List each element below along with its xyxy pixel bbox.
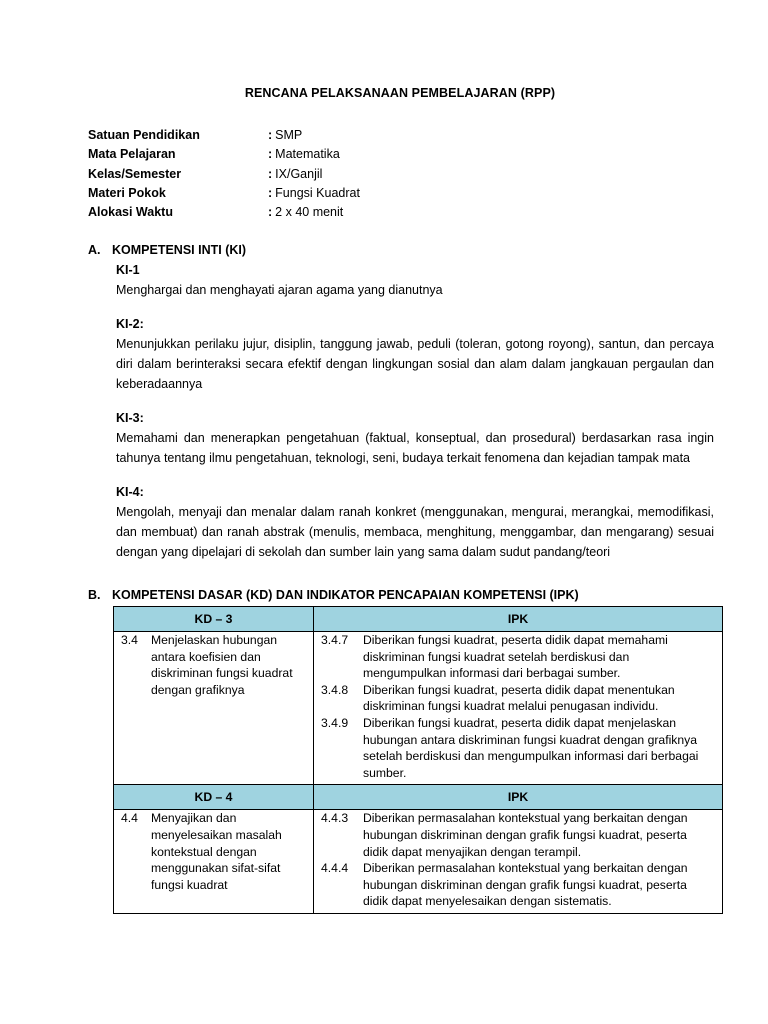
section-heading bbox=[88, 585, 728, 605]
section-letter: B. bbox=[88, 588, 101, 602]
info-separator: : bbox=[268, 205, 273, 220]
kd-item bbox=[115, 632, 312, 698]
info-value: Matematika bbox=[275, 147, 340, 162]
kd-item bbox=[115, 810, 312, 893]
kd4-header: KD – 4 bbox=[114, 785, 314, 810]
info-value: SMP bbox=[275, 128, 303, 142]
info-label: Materi Pokok bbox=[88, 185, 166, 200]
info-row bbox=[88, 184, 708, 203]
ki-heading: KI-1 bbox=[116, 263, 140, 277]
info-row bbox=[88, 126, 708, 145]
kd3-header: KD – 3 bbox=[114, 607, 314, 632]
info-label: Mata Pelajaran bbox=[88, 147, 176, 162]
section-letter: A. bbox=[88, 243, 101, 257]
kd4-cell bbox=[114, 810, 314, 914]
info-row bbox=[88, 145, 708, 164]
ipk-number: 4.4.3 bbox=[321, 811, 349, 826]
kd-text: Menyajikan dan menyelesaikan masalah kontekstual dengan menggunakan sifat-sifat fungsi kuadrat bbox=[151, 811, 282, 892]
info-separator: : bbox=[268, 128, 273, 142]
info-label: Kelas/Semester bbox=[88, 166, 182, 181]
ki-heading: KI-3: bbox=[116, 411, 144, 425]
info-label: Alokasi Waktu bbox=[88, 205, 173, 220]
ipk-number: 3.4.9 bbox=[321, 715, 349, 730]
section-kompetensi-inti bbox=[88, 240, 728, 576]
ipk-number: 3.4.8 bbox=[321, 682, 349, 697]
section-title: KOMPETENSI INTI (KI) bbox=[112, 243, 247, 257]
ipk-text: Diberikan fungsi kuadrat, peserta didik dapat menentukan diskriminan fungsi kuadrat melalui penugasan individu. bbox=[363, 682, 675, 714]
table-header-row bbox=[114, 607, 723, 632]
ipk-item bbox=[315, 810, 721, 860]
ipk-text: Diberikan permasalahan kontekstual yang berkaitan dengan hubungan diskriminan dengan grafik fungsi kuadrat, peserta didik dapat menyelesaikan dengan sistematis. bbox=[363, 861, 688, 909]
ipk-header: IPK bbox=[314, 785, 723, 810]
info-separator: : bbox=[268, 147, 273, 162]
ki-heading: KI-4: bbox=[116, 485, 144, 499]
ipk-text: Diberikan permasalahan kontekstual yang berkaitan dengan hubungan diskriminan dengan grafik fungsi kuadrat, peserta didik dapat menyajikan dengan terampil. bbox=[363, 811, 688, 859]
kd-number: 4.4 bbox=[121, 811, 138, 826]
info-row bbox=[88, 165, 708, 184]
ki-item bbox=[116, 482, 714, 562]
table-row bbox=[114, 632, 723, 785]
ki-heading: KI-2: bbox=[116, 317, 144, 331]
ipk-item bbox=[315, 682, 721, 715]
ipk-header: IPK bbox=[314, 607, 723, 632]
ipk-item bbox=[315, 632, 721, 682]
kd-text: Menjelaskan hubungan antara koefisien dan diskriminan fungsi kuadrat dengan grafiknya bbox=[151, 633, 293, 697]
ipk-text: Diberikan fungsi kuadrat, peserta didik dapat memahami diskriminan fungsi kuadrat setelah berdiskusi dan mengumpulkan informasi dari berbagai sumber. bbox=[363, 633, 668, 681]
info-value: IX/Ganjil bbox=[275, 166, 323, 181]
ipk4-cell bbox=[314, 810, 723, 914]
ipk-item bbox=[315, 860, 721, 910]
ki-item bbox=[116, 314, 714, 394]
info-value: 2 x 40 menit bbox=[275, 205, 344, 220]
info-value: Fungsi Kuadrat bbox=[275, 185, 360, 200]
kd-number: 3.4 bbox=[121, 633, 138, 647]
info-block bbox=[88, 126, 708, 222]
ki-list bbox=[116, 260, 714, 562]
info-row bbox=[88, 203, 708, 222]
info-label: Satuan Pendidikan bbox=[88, 128, 200, 142]
ki-text: Memahami dan menerapkan pengetahuan (faktual, konseptual, dan prosedural) berdasarkan rasa ingin tahunya tentang ilmu pengetahuan, teknologi, seni, budaya terkait fenomena dan kejadian tampak mata bbox=[116, 431, 714, 465]
ki-text: Menunjukkan perilaku jujur, disiplin, tanggung jawab, peduli (toleran, gotong royong), santun, dan percaya diri dalam berinteraksi secara efektif dengan lingkungan sosial dan alam dalam jangkauan pergaulan dan keberadaannya bbox=[116, 337, 714, 391]
section-kompetensi-dasar bbox=[88, 585, 728, 605]
kd-ipk-table bbox=[113, 606, 723, 914]
kd3-cell bbox=[114, 632, 314, 785]
info-separator: : bbox=[268, 166, 273, 181]
table-row bbox=[114, 810, 723, 914]
table-header-row bbox=[114, 785, 723, 810]
ki-item bbox=[116, 260, 714, 300]
info-separator: : bbox=[268, 185, 273, 200]
ki-item bbox=[116, 408, 714, 468]
ki-text: Mengolah, menyaji dan menalar dalam ranah konkret (menggunakan, mengurai, merangkai, memodifikasi, dan membuat) dan ranah abstrak (menulis, membaca, menghitung, menggambar, dan mengarang) sesuai dengan yang dipelajari di sekolah dan sumber lain yang sama dalam sudut pandang/teori bbox=[116, 505, 714, 559]
ipk-text: Diberikan fungsi kuadrat, peserta didik dapat menjelaskan hubungan antara diskriminan fungsi kuadrat dengan grafiknya setelah berdiskusi dan mengumpulkan informasi dari berbagai sumber. bbox=[363, 715, 699, 780]
ipk-number: 3.4.7 bbox=[321, 633, 349, 647]
section-title: KOMPETENSI DASAR (KD) DAN INDIKATOR PENCAPAIAN KOMPETENSI (IPK) bbox=[112, 588, 579, 602]
ipk-number: 4.4.4 bbox=[321, 861, 349, 876]
ki-text: Menghargai dan menghayati ajaran agama yang dianutnya bbox=[116, 283, 443, 297]
document-title: RENCANA PELAKSANAAN PEMBELAJARAN (RPP) bbox=[244, 86, 556, 100]
section-heading bbox=[88, 240, 728, 260]
ipk3-cell bbox=[314, 632, 723, 785]
ipk-item bbox=[315, 715, 721, 781]
